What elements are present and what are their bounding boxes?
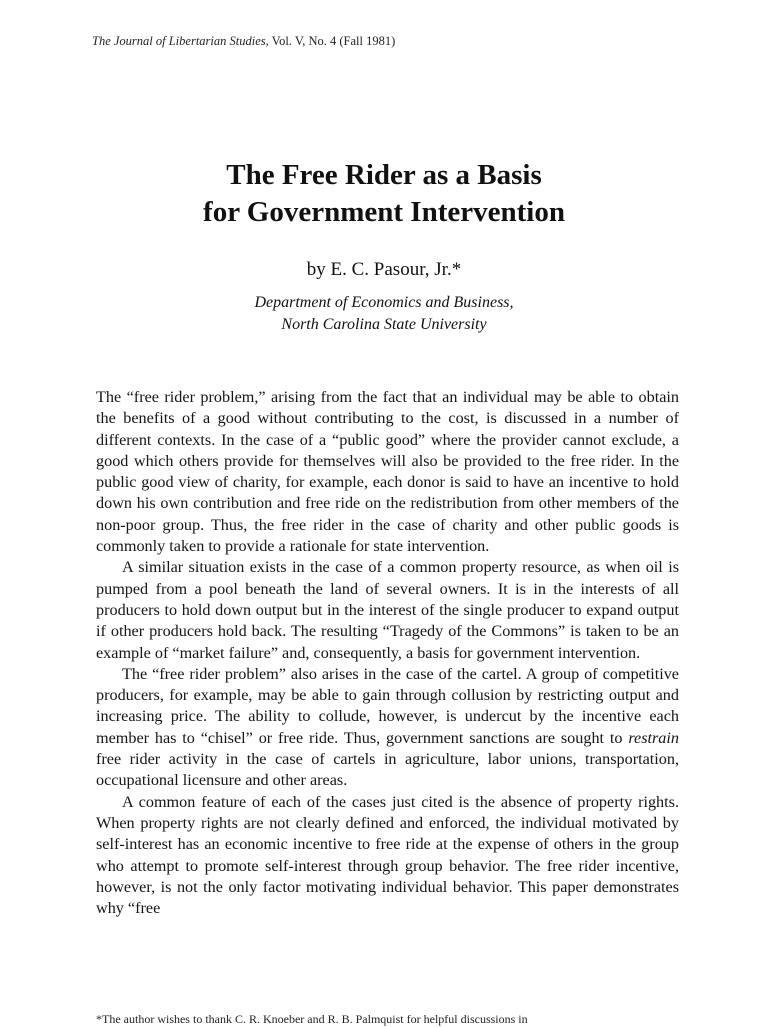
- article-title: [0, 157, 768, 231]
- body-paragraph-3-part-2: free rider activity in the case of cartels in agriculture, labor unions, transportation, occupational licensure and other areas.: [96, 750, 679, 790]
- journal-issue: Vol. V, No. 4 (Fall 1981): [271, 34, 396, 48]
- title-line-1: The Free Rider as a Basis: [226, 159, 542, 191]
- title-line-2: for Government Intervention: [203, 196, 565, 228]
- journal-name: The Journal of Libertarian Studies,: [92, 34, 269, 48]
- body-paragraph-4: A common feature of each of the cases just cited is the absence of property rights. When property rights are not clearly defined and enforced, the individual motivated by self-interest has an economic incentive to free ride at the expense of others in the group who attempt to promote self-interest through group behavior. The free rider incentive, however, is not the only factor motivating individual behavior. This paper demonstrates why “free: [96, 792, 679, 918]
- affiliation-line-2: North Carolina State University: [281, 316, 487, 333]
- author-affiliation: [0, 292, 768, 336]
- body-paragraph-3-part-1: The “free rider problem” also arises in the case of the cartel. A group of competitive producers, for example, may be able to gain through collusion by restricting output and increasing price. The ability to collude, however, is undercut by the incentive each member has to “chisel” or free ride. Thus, government sanctions are sought to: [96, 664, 679, 747]
- body-paragraph-3: [96, 664, 679, 792]
- article-body: [96, 387, 679, 919]
- journal-header: [92, 34, 395, 49]
- body-paragraph-2: A similar situation exists in the case of a common property resource, as when oil is pumped from a pool beneath the land of several owners. It is in the interests of all producers to hold down output but in the interest of the single producer to expand output if other producers hold back. The resulting “Tragedy of the Commons” is taken to be an example of “market failure” and, consequently, a basis for government intervention.: [96, 558, 679, 662]
- author-byline: by E. C. Pasour, Jr.*: [306, 259, 462, 280]
- body-paragraph-1: The “free rider problem,” arising from the fact that an individual may be able to obtain the benefits of a good without contributing to the cost, is discussed in a number of different contexts. In the case of a “public good” where the provider cannot exclude, a good which others provide for themselves will also be provided to the free rider. In the public good view of charity, for example, each donor is said to have an incentive to hold down his own contribution and free ride on the redistribution from other members of the non-poor group. Thus, the free rider in the case of charity and other public goods is commonly taken to provide a rationale for state intervention.: [96, 388, 679, 556]
- body-paragraph-3-emphasis: restrain: [628, 728, 679, 747]
- affiliation-line-1: Department of Economics and Business,: [254, 294, 514, 311]
- footnote: *The author wishes to thank C. R. Knoeber and R. B. Palmquist for helpful discussions in: [96, 1012, 528, 1026]
